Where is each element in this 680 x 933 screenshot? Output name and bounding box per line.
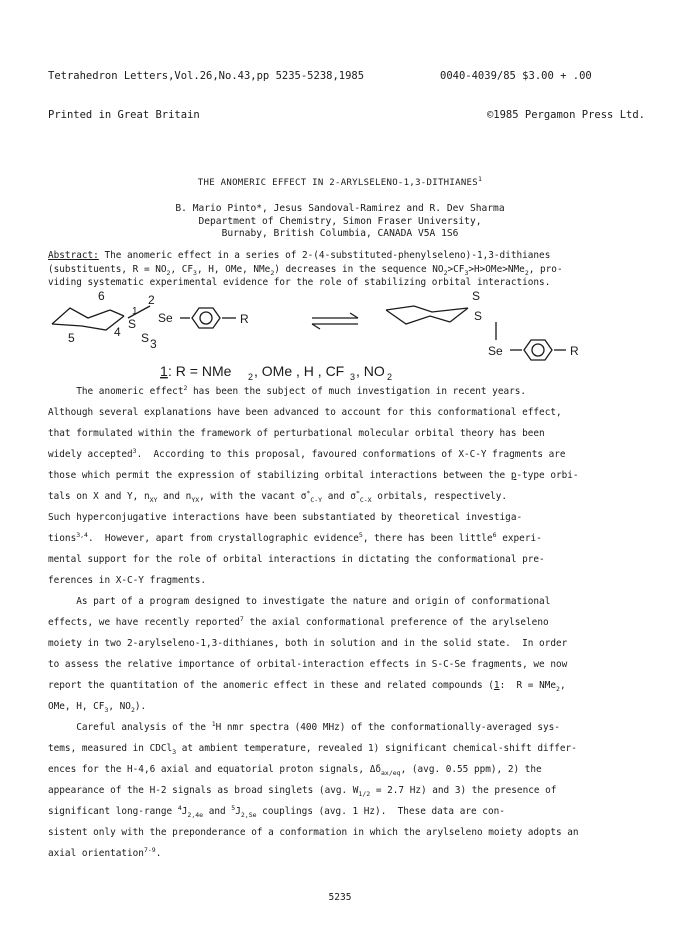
r-group-label: R <box>240 312 249 326</box>
article-title <box>0 175 680 188</box>
author-department: Department of Chemistry, Simon Fraser University, <box>198 215 482 227</box>
author-block <box>0 203 680 241</box>
abstract-line: Abstract: The anomeric effect in a series of 2-(4-substituted-phenylseleno)-1,3-dithianes <box>48 250 551 261</box>
subscript: 3 <box>350 372 356 380</box>
sulfur-label: S <box>141 331 150 345</box>
atom-label: 1 <box>132 306 138 317</box>
atom-label: 6 <box>98 289 105 303</box>
atom-label: 4 <box>114 325 121 339</box>
author-address: Burnaby, British Columbia, CANADA V5A 1S6 <box>221 228 459 239</box>
author-names: B. Mario Pinto*, Jesus Sandoval-Ramirez and R. Dev Sharma <box>175 203 505 214</box>
selenium-label: Se <box>158 311 173 325</box>
sulfur-label: S <box>128 317 137 331</box>
conformational-equilibrium-scheme <box>40 288 640 380</box>
chair-ring-top <box>52 308 110 324</box>
journal-price <box>440 44 645 135</box>
compound-number: 1 <box>160 363 168 379</box>
atom-label: 2 <box>148 293 155 307</box>
copyright-line: ©1985 Pergamon Press Ltd. <box>486 109 645 121</box>
compound-caption: , NO <box>356 363 385 379</box>
journal-citation <box>48 44 364 135</box>
compound-caption: , OMe , H , CF <box>254 363 345 379</box>
citation-line: Tetrahedron Letters,Vol.26,No.43,pp 5235-5238,1985 <box>48 70 365 82</box>
abstract-line: (substituents, $R = NO_2$, $CF_3$, H, OMe, NMe$_2$) decreases in the sequence $NO_2>CF_3>H>OMe>NMe_2$, pro- <box>48 264 563 277</box>
selenium-label: Se <box>488 344 503 358</box>
title-text: THE ANOMERIC EFFECT IN 2-ARYLSELENO-1,3-DITHIANES <box>197 178 478 188</box>
page-number: 5235 <box>328 892 352 903</box>
sulfur-label: S <box>474 309 483 323</box>
printed-line: Printed in Great Britain <box>48 109 200 121</box>
abstract-line: viding systematic experimental evidence for the role of stabilizing orbital interactions. <box>48 277 551 288</box>
compound-caption: : R = NMe <box>168 363 232 379</box>
sulfur-label: S <box>472 289 481 303</box>
subscript: 2 <box>248 372 254 380</box>
r-group-label: R <box>570 344 579 358</box>
price-line: 0040-4039/85 $3.00 + .00 <box>440 70 592 82</box>
atom-label: 5 <box>68 331 75 345</box>
atom-label: 3 <box>150 337 157 351</box>
title-footnote: 1 <box>478 175 483 183</box>
abstract-label: Abstract: <box>48 250 99 261</box>
subscript: 2 <box>387 372 393 380</box>
